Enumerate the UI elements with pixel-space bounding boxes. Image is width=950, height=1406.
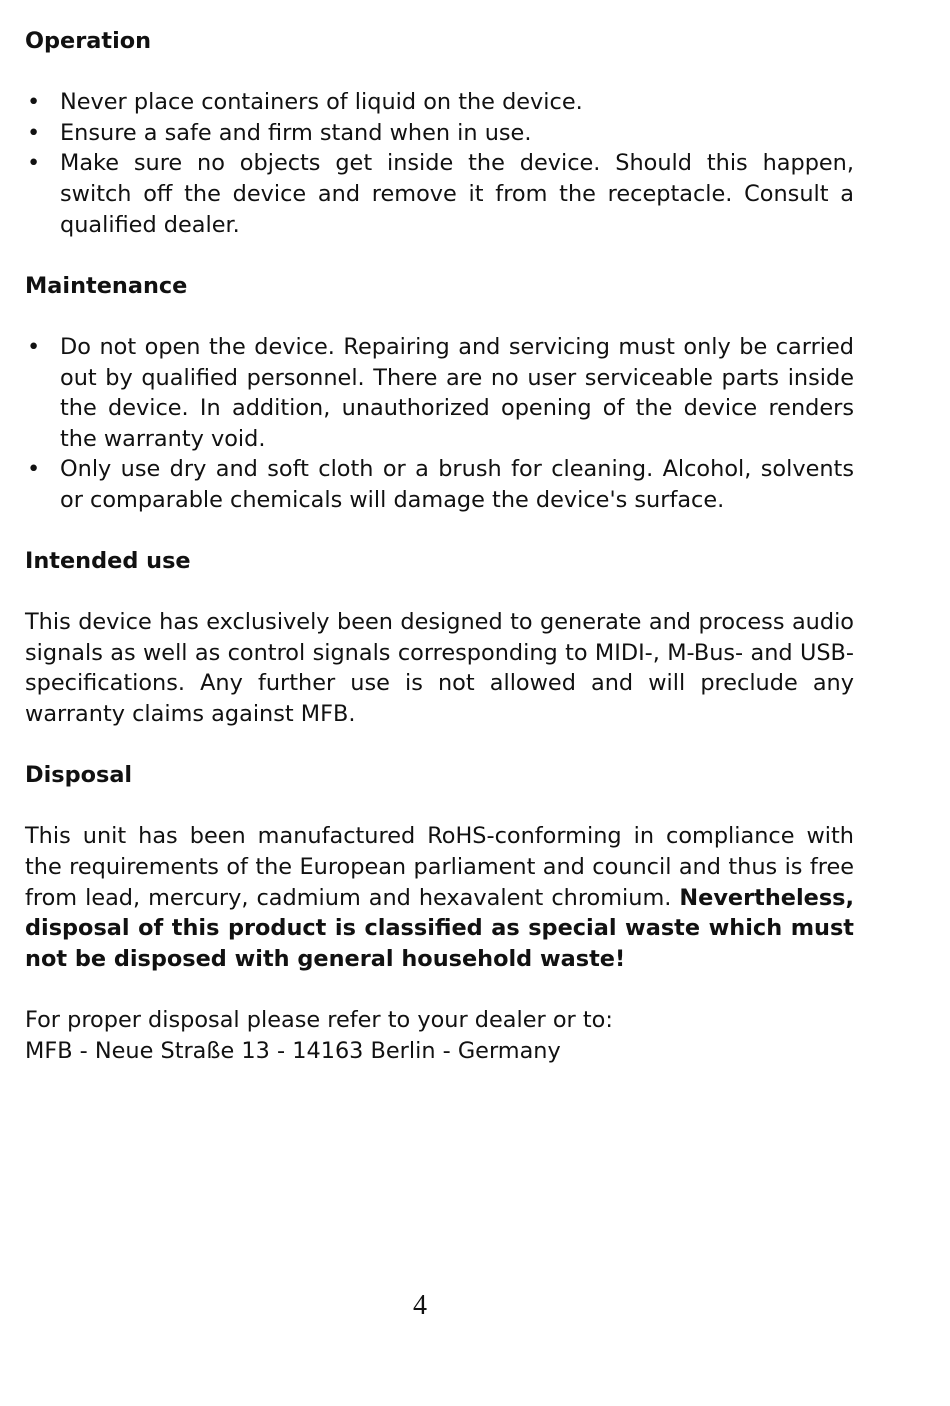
section-heading-operation: Operation: [25, 28, 152, 54]
list-item: [25, 454, 854, 515]
list-item-text: Ensure a safe and firm stand when in use.: [60, 119, 532, 146]
bullet-icon: •: [27, 456, 41, 483]
section-heading-intended-use: Intended use: [25, 548, 191, 575]
list-item-text: Make sure no objects get inside the device. Should this happen, switch off the device and remove it from the receptacle. Consult a qualified dealer.: [60, 150, 854, 238]
intended-use-paragraph: This device has exclusively been designed to generate and process audio signals as well as control signals corresponding to MIDI-, M-Bus- and USB-specifications. Any further use is not allowed and will preclude any warranty claims against MFB.: [25, 609, 854, 728]
disposal-address: MFB - Neue Straße 13 - 14163 Berlin - Germany: [25, 1037, 561, 1064]
operation-list: [25, 87, 854, 240]
intended-use-section: [25, 546, 854, 730]
section-heading-maintenance: Maintenance: [25, 272, 188, 299]
list-item: [25, 332, 854, 454]
page-number: 4: [413, 1290, 427, 1321]
bullet-icon: •: [27, 333, 41, 360]
disposal-contact-line: For proper disposal please refer to your dealer or to:: [25, 1007, 613, 1033]
list-item: [25, 118, 854, 149]
list-item: [25, 148, 854, 240]
operation-section: [25, 26, 854, 240]
disposal-paragraph: [25, 821, 854, 974]
section-heading-disposal: Disposal: [25, 762, 133, 789]
disposal-section: [25, 760, 854, 1066]
maintenance-list: [25, 332, 854, 516]
disposal-text: This unit has been manufactured RoHS-conforming in compliance with the requirements of the European parliament and council and thus is free from lead, mercury, cadmium and hexavalent chromium.: [25, 823, 854, 911]
list-item-text: Only use dry and soft cloth or a brush for cleaning. Alcohol, solvents or comparable chemicals will damage the device's surface.: [60, 456, 854, 513]
list-item-text: Do not open the device. Repairing and servicing must only be carried out by qualified personnel. There are no user serviceable parts inside the device. In addition, unauthorized opening of the device renders the warranty void.: [60, 333, 854, 452]
disposal-contact: [25, 1005, 854, 1066]
bullet-icon: •: [27, 89, 41, 116]
disposal-warning: Nevertheless, disposal of this product is classified as special waste which must not be disposed with general household waste!: [25, 884, 855, 972]
document-page: [25, 26, 854, 1066]
bullet-icon: •: [27, 150, 41, 177]
bullet-icon: •: [27, 119, 41, 146]
list-item: [25, 87, 854, 118]
maintenance-section: [25, 271, 854, 516]
list-item-text: Never place containers of liquid on the device.: [60, 89, 583, 116]
